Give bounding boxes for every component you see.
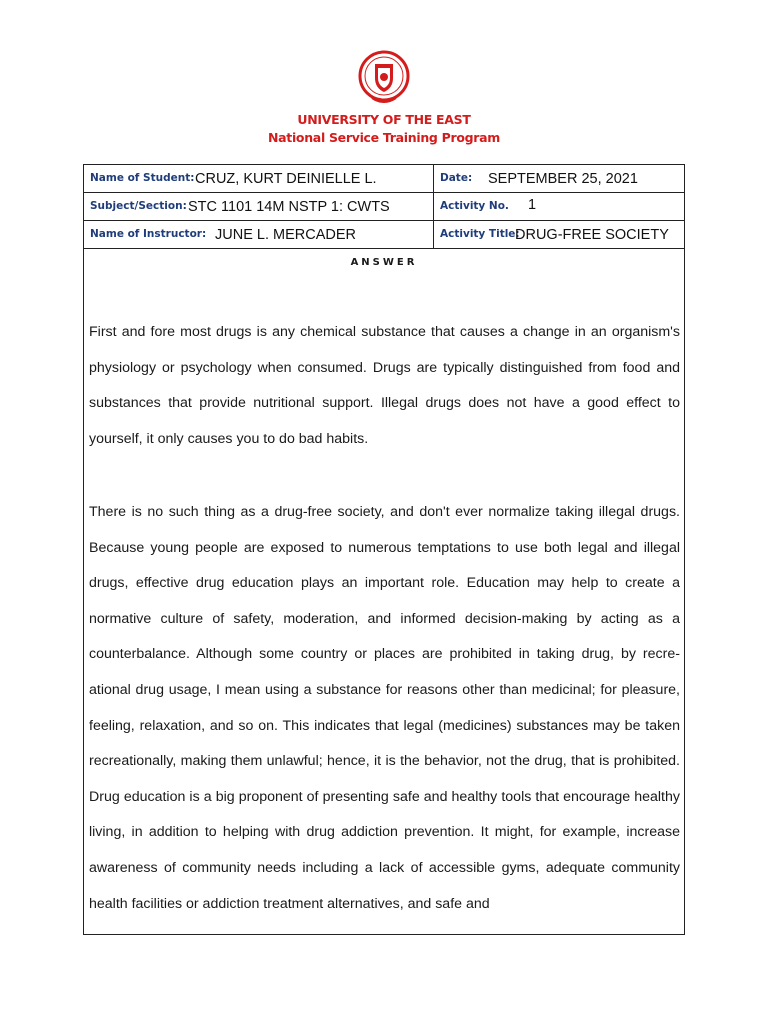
form-row-instructor [84, 221, 684, 249]
answer-heading: ANSWER [350, 257, 418, 268]
student-label: Name of Student: [90, 172, 195, 184]
answer-paragraph-1: First and fore most drugs is any chemical substance that causes a change in an organism's physiology or psychology when consumed. Drugs are typically distinguished from food and substances that provide nutritional support. Illegal drugs does not have a good effect to yourself, it only causes you to do bad habits. [89, 324, 680, 447]
university-seal-logo [358, 50, 410, 108]
university-name: UNIVERSITY OF THE EAST [297, 112, 471, 127]
activity-no-label: Activity No. [440, 200, 509, 212]
program-name: National Service Training Program [267, 130, 501, 145]
subject-value: STC 1101 14M NSTP 1: CWTS [188, 199, 390, 215]
date-label: Date: [440, 172, 473, 184]
form-row-student [84, 165, 684, 193]
student-name: CRUZ, KURT DEINIELLE L. [195, 171, 377, 187]
activity-title-label: Activity Title: [440, 228, 520, 240]
activity-form [83, 164, 685, 935]
form-row-subject [84, 193, 684, 221]
instructor-name: JUNE L. MERCADER [215, 227, 356, 243]
date-value: SEPTEMBER 25, 2021 [488, 171, 638, 187]
activity-title-value: DRUG-FREE SOCIETY [515, 227, 669, 243]
activity-no-value: 1 [528, 197, 537, 213]
answer-paragraph-2: There is no such thing as a drug-free society, and don't ever normalize taking illegal drugs. Because young people are exposed to numerous temptations to use both legal and illegal drugs, effective drug education plays an important role. Education may help to create a normative culture of safety, moderation, and informed decision-making by acting as a counterbalance. Although some country or places are prohibited in taking drug, by recreational drug usage, I mean using a substance for reasons other than medicinal; for pleasure, feeling, relaxation, and so on. This indicates that legal (medicines) substances may be taken recreationally, making them unlawful; hence, it is the behavior, not the drug, that is prohibited. Drug education is a big proponent of presenting safe and healthy tools that encourage healthy living, in addition to helping with drug addiction prevention. It might, for example, increase awareness of community needs including a lack of accessible gyms, adequate community health facilities or addiction treatment alternatives, and safe and [89, 504, 680, 912]
instructor-label: Name of Instructor: [90, 228, 207, 240]
subject-label: Subject/Section: [90, 200, 187, 212]
